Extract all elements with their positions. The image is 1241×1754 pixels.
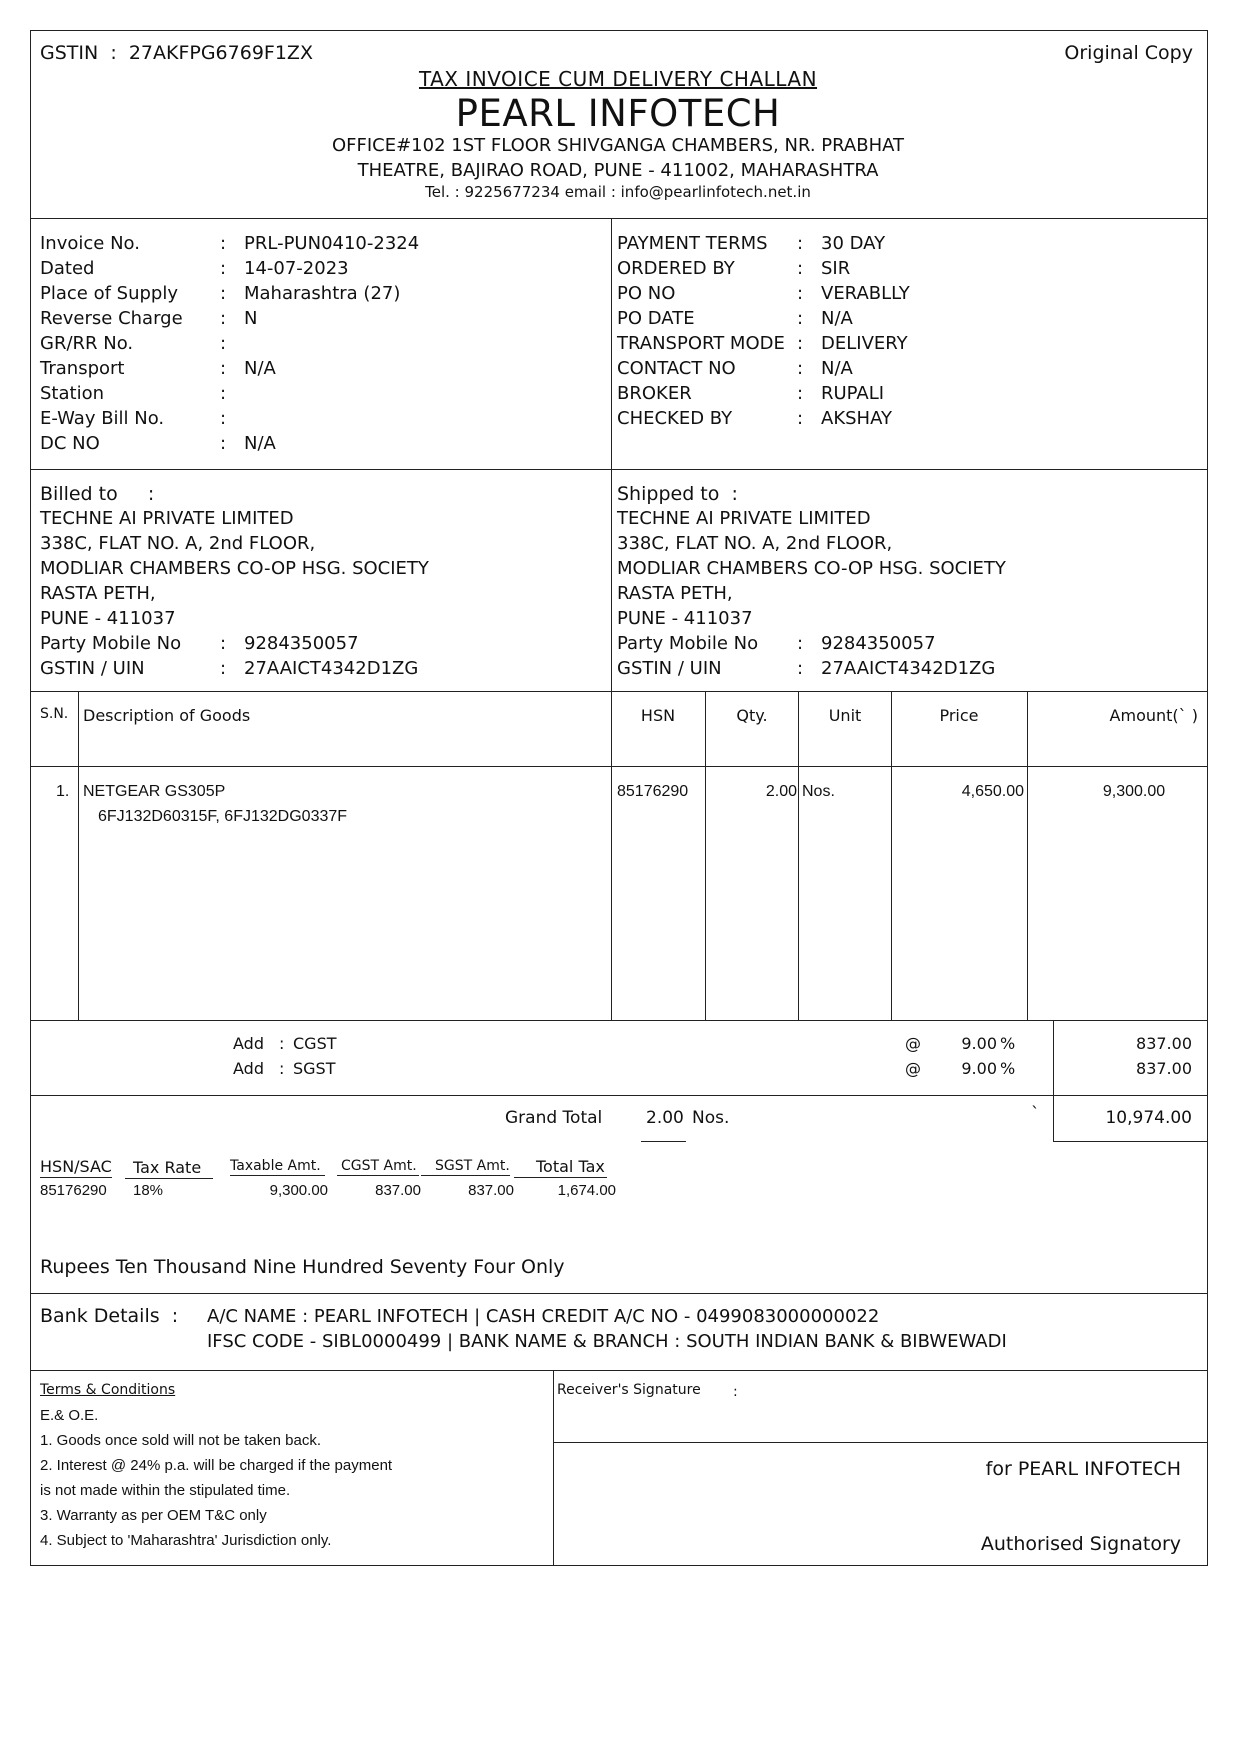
billed-gstin-label: GSTIN / UIN (40, 658, 145, 679)
divider-bank (30, 1370, 1208, 1371)
dc-no-sep: : (220, 433, 227, 454)
gr-rr-sep: : (220, 333, 227, 354)
grand-total-unit: Nos. (692, 1108, 730, 1128)
billed-gstin-value: 27AAICT4342D1ZG (244, 658, 419, 679)
terms-line: is not made within the stipulated time. (40, 1482, 291, 1499)
invoice-no-value: PRL-PUN0410-2324 (244, 233, 420, 254)
ordered-by-sep: : (797, 258, 804, 279)
dated-value: 14-07-2023 (244, 258, 349, 279)
bank-details-label: Bank Details : (40, 1305, 179, 1327)
hsn-summary-cell: 837.00 (375, 1182, 421, 1199)
place-of-supply-sep: : (220, 283, 227, 304)
bank-details-line2: IFSC CODE - SIBL0000499 | BANK NAME & BRANCH : SOUTH INDIAN BANK & BIBWEWADI (207, 1331, 1007, 1352)
grand-total-amount: 10,974.00 (1105, 1108, 1192, 1128)
po-date-label: PO DATE (617, 308, 695, 329)
grand-total-label: Grand Total (505, 1108, 603, 1128)
contact-no-value: N/A (821, 358, 853, 379)
billed-to-line: RASTA PETH, (40, 583, 156, 604)
shipped-to-line: TECHNE AI PRIVATE LIMITED (617, 508, 871, 529)
payment-terms-value: 30 DAY (821, 233, 886, 254)
reverse-charge-sep: : (220, 308, 227, 329)
shipped-to-heading: Shipped to : (617, 483, 738, 505)
sgst-name: SGST (293, 1059, 336, 1078)
hsn-summary-cell: 85176290 (40, 1182, 107, 1199)
billed-mobile-label: Party Mobile No (40, 633, 182, 654)
divider-table-header (30, 766, 1208, 767)
divider-grand-total-box (1053, 1141, 1208, 1142)
hsn-summary-header: Total Tax (514, 1157, 607, 1178)
divider-info-vertical (611, 218, 612, 691)
col-header-amount: Amount(` ) (1109, 706, 1198, 725)
contact-no-label: CONTACT NO (617, 358, 736, 379)
company-address-line2: THEATRE, BAJIRAO ROAD, PUNE - 411002, MAHARASHTRA (357, 160, 879, 181)
broker-label: BROKER (617, 383, 692, 404)
col-header-unit: Unit (828, 706, 862, 725)
divider-table-body (30, 1020, 1208, 1021)
row-amount: 9,300.00 (1102, 783, 1166, 800)
hsn-summary-cell: 837.00 (468, 1182, 514, 1199)
cgst-name: CGST (293, 1034, 337, 1053)
divider-grand-qty (641, 1141, 686, 1142)
gr-rr-label: GR/RR No. (40, 333, 134, 354)
col-header-price: Price (939, 706, 979, 725)
reverse-charge-label: Reverse Charge (40, 308, 183, 329)
transport-value: N/A (244, 358, 276, 379)
col-divider-desc (611, 691, 612, 1020)
terms-line: 4. Subject to 'Maharashtra' Jurisdiction only. (40, 1532, 332, 1549)
divider-address (30, 691, 1208, 692)
eway-bill-label: E-Way Bill No. (40, 408, 165, 429)
transport-mode-label: TRANSPORT MODE (617, 333, 785, 354)
shipped-gstin-label: GSTIN / UIN (617, 658, 722, 679)
billed-to-line: TECHNE AI PRIVATE LIMITED (40, 508, 294, 529)
po-no-value: VERABLLY (821, 283, 910, 304)
hsn-summary-header: Taxable Amt. (230, 1158, 325, 1176)
col-header-sn: S.N. (40, 706, 69, 722)
bank-details-line1: A/C NAME : PEARL INFOTECH | CASH CREDIT A/C NO - 0499083000000022 (207, 1306, 880, 1327)
col-divider-unit (891, 691, 892, 1020)
divider-signature (553, 1442, 1208, 1443)
copy-label: Original Copy (1064, 42, 1193, 64)
checked-by-label: CHECKED BY (617, 408, 733, 429)
company-address-line1: OFFICE#102 1ST FLOOR SHIVGANGA CHAMBERS, NR. PRABHAT (331, 135, 905, 156)
billed-gstin-sep: : (220, 658, 227, 679)
po-no-label: PO NO (617, 283, 676, 304)
sgst-amount: 837.00 (1136, 1059, 1192, 1078)
shipped-to-line: 338C, FLAT NO. A, 2nd FLOOR, (617, 533, 893, 554)
col-header-hsn: HSN (640, 706, 676, 725)
company-name: PEARL INFOTECH (455, 92, 781, 135)
broker-sep: : (797, 383, 804, 404)
eway-bill-sep: : (220, 408, 227, 429)
sgst-at: @ (905, 1059, 921, 1078)
cgst-add: Add (233, 1034, 264, 1053)
dc-no-label: DC NO (40, 433, 100, 454)
divider-header (30, 218, 1208, 219)
terms-line: 2. Interest @ 24% p.a. will be charged if the payment (40, 1457, 393, 1474)
ordered-by-value: SIR (821, 258, 851, 279)
divider-words (30, 1293, 1208, 1294)
company-contact: Tel. : 9225677234 email : info@pearlinfotech.net.in (425, 183, 811, 201)
col-header-desc: Description of Goods (83, 706, 251, 725)
po-no-sep: : (797, 283, 804, 304)
checked-by-value: AKSHAY (821, 408, 892, 429)
billed-to-line: 338C, FLAT NO. A, 2nd FLOOR, (40, 533, 316, 554)
document-title: TAX INVOICE CUM DELIVERY CHALLAN (418, 67, 818, 91)
transport-label: Transport (40, 358, 125, 379)
cgst-rate: 9.00 (961, 1034, 997, 1053)
hsn-summary-header: HSN/SAC (40, 1157, 112, 1176)
hsn-summary-header: SGST Amt. (421, 1158, 510, 1176)
row-description: NETGEAR GS305P (83, 783, 226, 800)
billed-mobile-value: 9284350057 (244, 633, 359, 654)
shipped-mobile-sep: : (797, 633, 804, 654)
hsn-summary-cell: 9,300.00 (269, 1182, 328, 1199)
shipped-to-line: MODLIAR CHAMBERS CO-OP HSG. SOCIETY (617, 558, 1006, 579)
row-hsn: 85176290 (617, 783, 689, 800)
station-sep: : (220, 383, 227, 404)
hsn-summary-cell: 18% (133, 1182, 164, 1199)
terms-line: 3. Warranty as per OEM T&C only (40, 1507, 267, 1524)
cgst-at: @ (905, 1034, 921, 1053)
header-gstin: GSTIN : 27AKFPG6769F1ZX (40, 42, 313, 64)
dc-no-value: N/A (244, 433, 276, 454)
col-divider-price (1027, 691, 1028, 1020)
row-unit: Nos. (802, 783, 835, 800)
col-header-qty: Qty. (736, 706, 768, 725)
col-divider-qty (798, 691, 799, 1020)
col-divider-hsn (705, 691, 706, 1020)
invoice-no-label: Invoice No. (40, 233, 140, 254)
contact-no-sep: : (797, 358, 804, 379)
shipped-mobile-value: 9284350057 (821, 633, 936, 654)
sgst-pct: % (1000, 1059, 1016, 1078)
shipped-gstin-value: 27AAICT4342D1ZG (821, 658, 996, 679)
sgst-sep: : (279, 1059, 285, 1078)
cgst-sep: : (279, 1034, 285, 1053)
shipped-mobile-label: Party Mobile No (617, 633, 759, 654)
terms-line: 1. Goods once sold will not be taken back. (40, 1432, 322, 1449)
receiver-signature-label: Receiver's Signature (557, 1382, 701, 1398)
billed-mobile-sep: : (220, 633, 227, 654)
ordered-by-label: ORDERED BY (617, 258, 735, 279)
authorised-signatory: Authorised Signatory (980, 1533, 1181, 1555)
amount-in-words: Rupees Ten Thousand Nine Hundred Seventy Four Only (40, 1256, 565, 1278)
billed-to-heading: Billed to : (40, 483, 155, 505)
shipped-to-line: PUNE - 411037 (617, 608, 753, 629)
for-company: for PEARL INFOTECH (985, 1458, 1181, 1480)
terms-line: E.& O.E. (40, 1407, 99, 1424)
divider-terms-vertical (553, 1370, 554, 1566)
transport-mode-value: DELIVERY (821, 333, 908, 354)
cgst-amount: 837.00 (1136, 1034, 1192, 1053)
row-price: 4,650.00 (961, 783, 1024, 800)
currency-symbol: ` (1031, 1104, 1040, 1124)
shipped-to-line: RASTA PETH, (617, 583, 733, 604)
row-qty: 2.00 (765, 783, 797, 800)
shipped-gstin-sep: : (797, 658, 804, 679)
sgst-add: Add (233, 1059, 264, 1078)
hsn-summary-cell: 1,674.00 (557, 1182, 616, 1199)
transport-sep: : (220, 358, 227, 379)
col-divider-totals (1053, 1020, 1054, 1141)
po-date-sep: : (797, 308, 804, 329)
hsn-summary-header: CGST Amt. (337, 1158, 419, 1176)
checked-by-sep: : (797, 408, 804, 429)
divider-info (30, 469, 1208, 470)
col-divider-sn (78, 691, 79, 1020)
divider-taxes (30, 1095, 1208, 1096)
billed-to-line: PUNE - 411037 (40, 608, 176, 629)
dated-label: Dated (40, 258, 95, 279)
billed-to-line: MODLIAR CHAMBERS CO-OP HSG. SOCIETY (40, 558, 429, 579)
row-serials: 6FJ132D60315F, 6FJ132DG0337F (98, 808, 348, 825)
place-of-supply-label: Place of Supply (40, 283, 178, 304)
terms-heading: Terms & Conditions (40, 1382, 176, 1398)
sgst-rate: 9.00 (961, 1059, 997, 1078)
receiver-signature-sep: : (733, 1384, 738, 1400)
payment-terms-label: PAYMENT TERMS (617, 233, 768, 254)
dated-sep: : (220, 258, 227, 279)
transport-mode-sep: : (797, 333, 804, 354)
place-of-supply-value: Maharashtra (27) (244, 283, 401, 304)
po-date-value: N/A (821, 308, 853, 329)
reverse-charge-value: N (244, 308, 258, 329)
grand-total-qty: 2.00 (646, 1108, 684, 1128)
cgst-pct: % (1000, 1034, 1016, 1053)
station-label: Station (40, 383, 104, 404)
payment-terms-sep: : (797, 233, 804, 254)
row-sn: 1. (56, 783, 70, 800)
hsn-summary-header: Tax Rate (125, 1158, 213, 1179)
broker-value: RUPALI (821, 383, 885, 404)
invoice-no-sep: : (220, 233, 227, 254)
